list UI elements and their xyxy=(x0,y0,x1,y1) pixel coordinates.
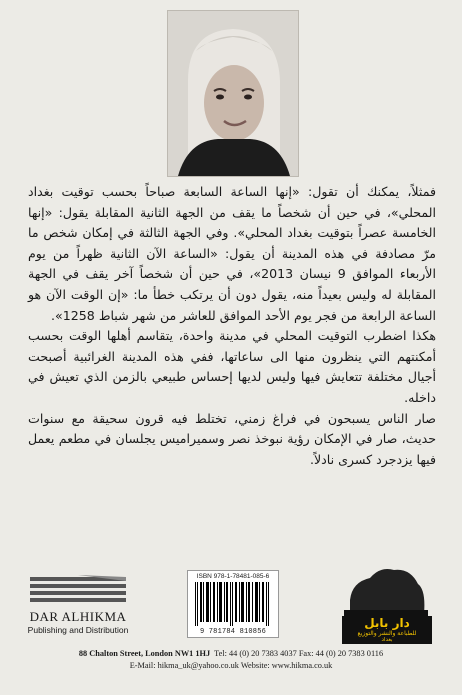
dar-babel-logo xyxy=(338,560,434,644)
paragraph-1: فمثلاً، يمكنك أن تقول: «إنها الساعة السابعة صباحاً بحسب توقيت بغداد المحلي»، في حين أن شخصاً ما يقف من الجهة الثانية المقابلة يقول: «إنها الخامسة عصراً بتوقيت بغداد المحلي». وفي الجهة الثالثة في إمكان شخص ما مرّ مصادفة في هذه المدينة أن يقول: «الساعة الآن الثانية ظهراً من يوم الأربعاء الموافق 9 نيسان 2013»، في حين أن شخصاً آخر يقف في الجهة المقابلة له وليس بعيداً منه، يقول دون أن يرتكب خطأ ما: «إن الوقت الآن هو الساعة الرابعة من فجر يوم الأحد الموافق للعاشر من شهر شباط 1258». xyxy=(28,184,436,323)
author-photo xyxy=(167,10,299,177)
dar-alhikma-logo xyxy=(24,575,132,637)
paragraph-2: هكذا اضطرب التوقيت المحلي في مدينة واحدة، يتقاسم أهلها الوقت بحسب أمكنتهم التي ينظرون منها الى ساعاتها، ففي هذه المدينة الغرائبية أصبحت أجيال مختلفة تتعايش فيها وليس لديها إحساس طبيعي بالزمن الذي تعيش في داخله. xyxy=(28,328,436,405)
paragraph-3: صار الناس يسبحون في فراغ زمني، تختلط فيه قرون سحيقة مع سنوات حديث، صار في الإمكان رؤية نبوخذ نصر وسميراميس يجلسان في مطعم يعمل فيها يزدجرد كسرى نادلاً. xyxy=(28,410,436,467)
address-street: 88 Chalton Street, London NW1 1HJ xyxy=(78,649,211,658)
publisher-name: DAR ALHIKMA xyxy=(29,609,127,624)
lion-statue-icon xyxy=(340,560,432,616)
isbn-barcode xyxy=(187,570,279,638)
publisher-address xyxy=(20,648,442,672)
isbn-label: ISBN 978-1-78481-085-6 xyxy=(196,573,270,580)
address-contact: E-Mail: hikma_uk@yahoo.co.uk Website: www.hikma.co.uk xyxy=(129,661,333,670)
dar-babel-city: بغداد xyxy=(381,637,393,643)
dar-babel-tagline: للطباعة والنشر والتوزيع xyxy=(357,630,417,637)
address-phones: Tel: 44 (0) 20 7383 4037 Fax: 44 (0) 20 7383 0116 xyxy=(214,649,384,658)
barcode-icon xyxy=(193,582,273,626)
barcode-digits: 9 781784 810856 xyxy=(199,628,266,636)
dar-babel-name: دار بابل xyxy=(364,616,410,630)
back-cover-text xyxy=(28,182,436,470)
dar-babel-plaque xyxy=(342,616,432,644)
publisher-subtitle: Publishing and Distribution xyxy=(27,625,129,635)
books-icon xyxy=(30,575,126,607)
